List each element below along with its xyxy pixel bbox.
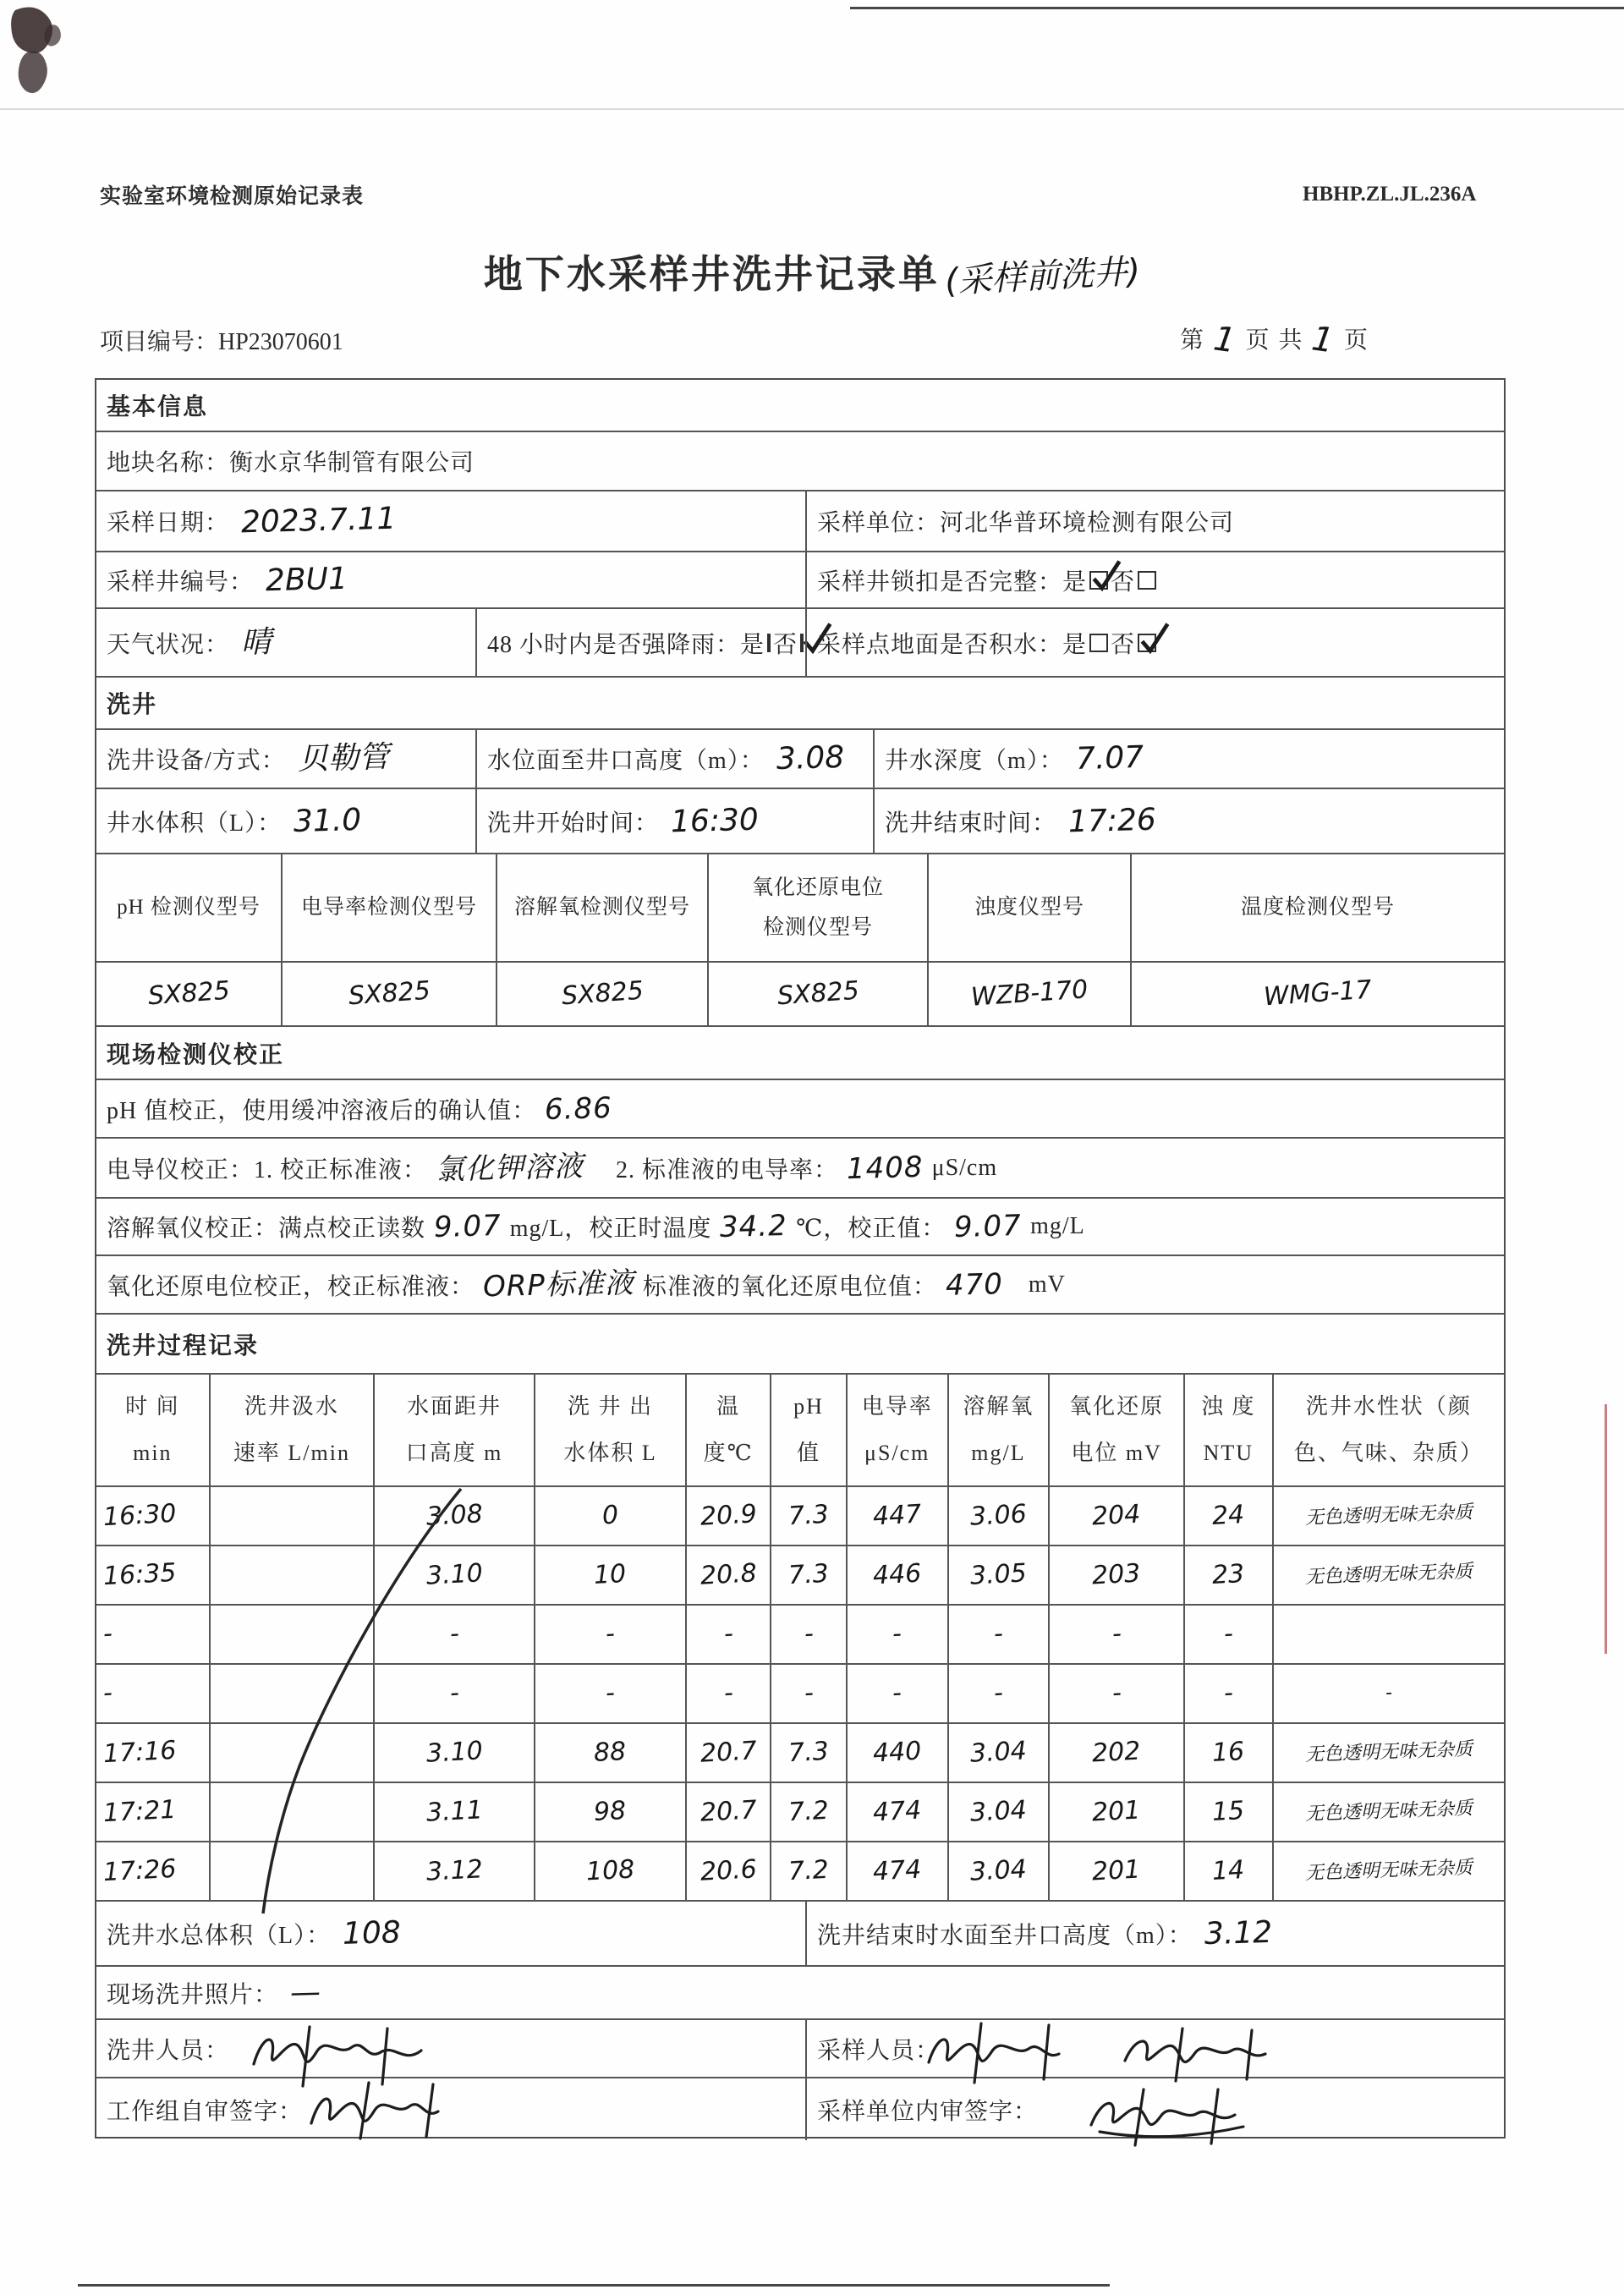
title-text: 地下水采样井洗井记录单 bbox=[483, 253, 940, 296]
row-date-org bbox=[96, 491, 1504, 552]
ph-meter-label: pH 检测仪型号 bbox=[117, 896, 261, 920]
cell-water-character: 无色透明无味无杂质 bbox=[1304, 1857, 1473, 1885]
cell-orp: 201 bbox=[1091, 1795, 1142, 1828]
cond-cal-standard: 氯化钾溶液 bbox=[435, 1149, 584, 1187]
doc-code: HBHP.ZL.JL.236A bbox=[1303, 183, 1477, 206]
cell-water-character: - bbox=[1385, 1682, 1393, 1705]
row-ph-calibration bbox=[96, 1080, 1504, 1139]
well-volume-label: 井水体积（L）： bbox=[107, 810, 283, 837]
lock-yes-label: 是 bbox=[1062, 568, 1088, 596]
cell-orp: - bbox=[1111, 1618, 1122, 1650]
do-cal-reading: 9.07 bbox=[433, 1208, 502, 1245]
ph-meter-model: SX825 bbox=[146, 975, 231, 1012]
well-id-label: 采样井编号： bbox=[107, 568, 255, 596]
do-cal-unit-1: mg/L，校正时温度 bbox=[509, 1216, 712, 1242]
cond-cal-value: 1408 bbox=[846, 1150, 924, 1186]
table-row bbox=[96, 1665, 1504, 1724]
cell-dissolved-oxygen: 3.04 bbox=[969, 1854, 1028, 1887]
scan-edge-artifact-bottom bbox=[78, 2284, 1110, 2287]
page-mid: 页 共 bbox=[1245, 327, 1304, 354]
page-title bbox=[0, 244, 1624, 302]
page-prefix: 第 bbox=[1180, 327, 1206, 354]
section-washing bbox=[96, 678, 1504, 730]
page-suffix: 页 bbox=[1343, 327, 1369, 354]
weather-label: 天气状况： bbox=[107, 631, 230, 658]
cell-water-character: 无色透明无味无杂质 bbox=[1304, 1738, 1473, 1766]
cell-turbidity: 14 bbox=[1211, 1855, 1246, 1886]
cell-orp: 202 bbox=[1091, 1736, 1142, 1769]
cell-dissolved-oxygen: - bbox=[993, 1677, 1004, 1709]
ponding-label: 采样点地面是否积水： bbox=[817, 631, 1063, 658]
rain-no-checkbox bbox=[800, 634, 804, 652]
rain-no-label: 否 bbox=[773, 631, 798, 658]
process-table-body bbox=[96, 1487, 1504, 1902]
cell-ph: 7.2 bbox=[787, 1854, 830, 1887]
end-water-level-value: 3.12 bbox=[1204, 1914, 1273, 1952]
temperature-meter-model: WMG-17 bbox=[1262, 975, 1373, 1013]
cell-turbidity: 15 bbox=[1211, 1796, 1246, 1827]
table-row bbox=[96, 1546, 1504, 1606]
cell-temperature: 20.8 bbox=[699, 1558, 758, 1591]
cell-ph: 7.3 bbox=[787, 1558, 830, 1591]
orp-cal-unit: mV bbox=[1028, 1271, 1066, 1298]
project-label: 项目编号： bbox=[100, 329, 219, 355]
weather-value: 晴 bbox=[240, 624, 272, 660]
cell-ph: 7.3 bbox=[787, 1736, 830, 1769]
cell-water-surface: 3.10 bbox=[425, 1558, 484, 1591]
conductivity-meter-model: SX825 bbox=[347, 975, 431, 1012]
washing-section-title: 洗井 bbox=[107, 692, 158, 718]
rain-yes-checkbox bbox=[767, 634, 771, 652]
turbidity-meter-label: 浊度仪型号 bbox=[974, 896, 1084, 920]
rain-yes-label: 是 bbox=[740, 631, 765, 658]
row-instrument-headers bbox=[96, 854, 1504, 963]
wash-end-label: 洗井结束时间： bbox=[885, 810, 1057, 837]
do-meter-label: 溶解氧检测仪型号 bbox=[513, 896, 690, 920]
col-water-character: 洗井水性状（颜 bbox=[1305, 1393, 1472, 1419]
row-device-level-depth bbox=[96, 730, 1504, 789]
do-cal-label-1: 溶解氧仪校正：满点校正读数 bbox=[107, 1216, 426, 1242]
col-out-volume: 洗 井 出 bbox=[568, 1393, 654, 1419]
conductivity-meter-label: 电导率检测仪型号 bbox=[300, 896, 477, 920]
cell-temperature: 20.6 bbox=[699, 1854, 758, 1887]
water-level-value: 3.08 bbox=[776, 739, 845, 777]
cell-conductivity: 474 bbox=[872, 1795, 923, 1828]
row-personnel bbox=[96, 2020, 1504, 2078]
cell-ph: - bbox=[803, 1677, 815, 1709]
cell-temperature: 20.7 bbox=[699, 1795, 758, 1828]
calibration-section-title: 现场检测仪校正 bbox=[107, 1041, 285, 1068]
check-mark-icon bbox=[1137, 622, 1169, 656]
cell-turbidity: - bbox=[1222, 1677, 1234, 1709]
page-total-handwritten: 1 bbox=[1309, 319, 1339, 361]
section-process-record bbox=[96, 1315, 1504, 1375]
cell-orp: 201 bbox=[1091, 1854, 1142, 1887]
site-label: 地块名称： bbox=[107, 450, 230, 476]
sampling-org-label: 采样单位： bbox=[817, 510, 941, 536]
do-cal-value: 9.07 bbox=[953, 1208, 1023, 1245]
ponding-yes-label: 是 bbox=[1062, 631, 1088, 658]
cell-time: 16:30 bbox=[102, 1498, 178, 1533]
col-pump-rate: 洗井汲水 bbox=[244, 1393, 339, 1419]
cell-conductivity: 446 bbox=[872, 1558, 923, 1591]
col-turbidity: 浊 度 bbox=[1201, 1393, 1256, 1419]
check-mark-icon bbox=[1089, 559, 1121, 593]
table-row bbox=[96, 1487, 1504, 1546]
cell-turbidity: - bbox=[1222, 1618, 1234, 1650]
cell-water-surface: 3.12 bbox=[425, 1854, 484, 1887]
lock-no-checkbox bbox=[1138, 571, 1156, 590]
lock-intact-label: 采样井锁扣是否完整： bbox=[817, 568, 1063, 596]
cell-water-surface: 3.10 bbox=[425, 1736, 484, 1769]
ph-cal-label: pH 值校正，使用缓冲溶液后的确认值： bbox=[107, 1097, 537, 1124]
col-time: 时 间 bbox=[125, 1393, 180, 1419]
project-value: HP23070601 bbox=[218, 329, 343, 355]
orp-meter-label: 氧化还原电位检测仪型号 bbox=[751, 876, 884, 939]
table-row bbox=[96, 1842, 1504, 1902]
row-do-calibration bbox=[96, 1199, 1504, 1256]
basic-section-title: 基本信息 bbox=[107, 394, 209, 420]
form-name: 实验室环境检测原始记录表 bbox=[100, 185, 365, 208]
col-conductivity: 电导率 bbox=[861, 1393, 933, 1419]
cell-time: 17:26 bbox=[102, 1853, 178, 1888]
cell-temperature: - bbox=[722, 1677, 734, 1709]
lock-yes-checkbox bbox=[1089, 571, 1108, 590]
scan-red-line-artifact bbox=[1605, 1404, 1607, 1654]
project-number bbox=[100, 323, 343, 357]
cond-cal-label-1: 电导仪校正：1. 校正标准液： bbox=[107, 1156, 428, 1183]
row-weather bbox=[96, 609, 1504, 678]
page-number-handwritten: 1 bbox=[1210, 319, 1240, 361]
cell-time: 17:16 bbox=[102, 1735, 178, 1770]
cell-out-volume: 0 bbox=[601, 1500, 619, 1531]
process-table-header: 时 间 min 洗井汲水 速率 L/min 水面距井 口高度 m 洗 井 出 水体积 L 温 度℃ pH 值 电导率 μS/cm 溶解氧 mg/L 氧化还原 电位 mV 浊 度 NTU 洗井水性状（颜 色、气味、杂质） bbox=[96, 1375, 1504, 1487]
cell-out-volume: 98 bbox=[593, 1796, 628, 1827]
cell-time: - bbox=[102, 1677, 113, 1709]
ponding-no-label: 否 bbox=[1111, 631, 1136, 658]
cell-dissolved-oxygen: - bbox=[993, 1618, 1004, 1650]
title-handwritten-annotation: (采样前洗井) bbox=[943, 251, 1142, 302]
cell-conductivity: 447 bbox=[872, 1499, 923, 1532]
form-table bbox=[95, 378, 1506, 2139]
scan-fold-line bbox=[0, 108, 1624, 110]
row-orp-calibration bbox=[96, 1256, 1504, 1315]
col-orp: 氧化还原 bbox=[1069, 1393, 1165, 1419]
internal-review-label: 采样单位内审签字： bbox=[817, 2098, 1039, 2125]
cell-conductivity: - bbox=[892, 1677, 903, 1709]
cell-conductivity: 474 bbox=[872, 1854, 923, 1887]
do-cal-temperature: 34.2 bbox=[719, 1208, 788, 1245]
sampling-date-value: 2023.7.11 bbox=[240, 501, 397, 541]
sampling-org-value: 河北华普环境检测有限公司 bbox=[940, 510, 1235, 536]
cell-orp: 203 bbox=[1091, 1558, 1142, 1591]
cell-out-volume: 88 bbox=[593, 1737, 628, 1768]
lock-no-label: 否 bbox=[1111, 568, 1136, 596]
cell-ph: 7.3 bbox=[787, 1499, 830, 1532]
temperature-meter-label: 温度检测仪型号 bbox=[1240, 896, 1395, 920]
cell-time: - bbox=[102, 1618, 113, 1650]
cell-water-surface: - bbox=[448, 1677, 460, 1709]
cell-water-surface: - bbox=[448, 1618, 460, 1650]
ponding-yes-checkbox bbox=[1089, 634, 1108, 652]
turbidity-meter-model: WZB-170 bbox=[969, 975, 1089, 1013]
cond-cal-label-2: 2. 标准液的电导率： bbox=[616, 1156, 839, 1183]
cell-dissolved-oxygen: 3.06 bbox=[969, 1499, 1028, 1532]
cell-ph: 7.2 bbox=[787, 1795, 830, 1828]
cell-temperature: 20.7 bbox=[699, 1736, 758, 1769]
cell-temperature: 20.9 bbox=[699, 1499, 758, 1532]
cell-water-character: 无色透明无味无杂质 bbox=[1304, 1502, 1473, 1529]
cell-dissolved-oxygen: 3.04 bbox=[969, 1736, 1028, 1769]
row-totals bbox=[96, 1902, 1504, 1967]
photo-value: — bbox=[289, 1974, 321, 2010]
do-meter-model: SX825 bbox=[560, 975, 645, 1012]
section-calibration bbox=[96, 1027, 1504, 1080]
page-info bbox=[1180, 319, 1369, 361]
device-label: 洗井设备/方式： bbox=[107, 748, 286, 774]
orp-cal-value: 470 bbox=[945, 1266, 1004, 1303]
ph-cal-value: 6.86 bbox=[544, 1090, 613, 1127]
cell-ph: - bbox=[803, 1618, 815, 1650]
wash-end-value: 17:26 bbox=[1067, 802, 1157, 839]
sampler-label: 采样人员： bbox=[817, 2037, 941, 2064]
well-depth-label: 井水深度（m）： bbox=[885, 748, 1064, 774]
orp-cal-standard: ORP标准液 bbox=[482, 1266, 635, 1304]
self-review-label: 工作组自审签字： bbox=[107, 2098, 304, 2125]
well-volume-value: 31.0 bbox=[293, 802, 362, 839]
photo-label: 现场洗井照片： bbox=[107, 1981, 279, 2008]
corner-scan-blob bbox=[11, 7, 61, 93]
row-site-name bbox=[96, 432, 1504, 491]
cell-time: 16:35 bbox=[102, 1557, 178, 1592]
cond-cal-unit: μS/cm bbox=[931, 1154, 998, 1181]
cell-dissolved-oxygen: 3.05 bbox=[969, 1558, 1028, 1591]
cell-water-character: 无色透明无味无杂质 bbox=[1304, 1798, 1473, 1826]
total-volume-label: 洗井水总体积（L）： bbox=[107, 1922, 332, 1949]
sampling-date-label: 采样日期： bbox=[107, 510, 230, 536]
table-row bbox=[96, 1606, 1504, 1665]
rain-label: 48 小时内是否强降雨： bbox=[487, 631, 741, 658]
row-instrument-values bbox=[96, 963, 1504, 1027]
cell-time: 17:21 bbox=[102, 1794, 178, 1829]
process-section-title: 洗井过程记录 bbox=[107, 1332, 260, 1359]
col-ph: pH bbox=[793, 1393, 824, 1419]
orp-meter-model: SX825 bbox=[776, 975, 860, 1012]
wash-start-label: 洗井开始时间： bbox=[487, 810, 660, 837]
cell-water-surface: 3.11 bbox=[425, 1795, 484, 1828]
site-value: 衡水京华制管有限公司 bbox=[229, 450, 475, 476]
orp-cal-label-1: 氧化还原电位校正，校正标准液： bbox=[107, 1273, 475, 1300]
row-signoff bbox=[96, 2078, 1504, 2140]
cell-conductivity: 440 bbox=[872, 1736, 923, 1769]
device-value: 贝勒管 bbox=[297, 739, 390, 777]
cell-water-surface: 3.08 bbox=[425, 1499, 484, 1532]
orp-cal-label-2: 标准液的氧化还原电位值： bbox=[642, 1273, 937, 1300]
do-cal-unit-3: mg/L bbox=[1030, 1213, 1085, 1239]
ponding-no-checkbox bbox=[1138, 634, 1156, 652]
cell-orp: - bbox=[1111, 1677, 1122, 1709]
col-temperature: 温 bbox=[716, 1393, 741, 1419]
row-conductivity-calibration bbox=[96, 1139, 1504, 1199]
table-row bbox=[96, 1783, 1504, 1842]
col-dissolved-oxygen: 溶解氧 bbox=[963, 1393, 1034, 1419]
end-water-level-label: 洗井结束时水面至井口高度（m）： bbox=[817, 1922, 1193, 1949]
table-row bbox=[96, 1724, 1504, 1783]
cell-out-volume: 108 bbox=[585, 1854, 636, 1887]
well-depth-value: 7.07 bbox=[1075, 739, 1144, 777]
cell-dissolved-oxygen: 3.04 bbox=[969, 1795, 1028, 1828]
cell-turbidity: 16 bbox=[1211, 1737, 1246, 1768]
cell-out-volume: - bbox=[605, 1677, 616, 1709]
cell-turbidity: 23 bbox=[1211, 1559, 1246, 1590]
total-volume-value: 108 bbox=[342, 1914, 402, 1952]
wash-start-value: 16:30 bbox=[670, 802, 760, 839]
row-photos bbox=[96, 1967, 1504, 2020]
washer-label: 洗井人员： bbox=[107, 2037, 230, 2064]
cell-conductivity: - bbox=[892, 1618, 903, 1650]
well-id-value: 2BU1 bbox=[265, 561, 348, 598]
cell-temperature: - bbox=[722, 1618, 734, 1650]
cell-out-volume: - bbox=[605, 1618, 616, 1650]
col-water-surface: 水面距井 bbox=[406, 1393, 502, 1419]
scan-edge-artifact-top bbox=[850, 7, 1624, 9]
row-well-lock bbox=[96, 552, 1504, 609]
cell-out-volume: 10 bbox=[593, 1559, 628, 1590]
row-volume-times bbox=[96, 789, 1504, 854]
do-cal-unit-2: ℃，校正值： bbox=[796, 1216, 946, 1242]
water-level-label: 水位面至井口高度（m）： bbox=[487, 748, 765, 774]
cell-turbidity: 24 bbox=[1211, 1500, 1246, 1531]
section-basic-info bbox=[96, 380, 1504, 432]
cell-orp: 204 bbox=[1091, 1499, 1142, 1532]
cell-water-character: 无色透明无味无杂质 bbox=[1304, 1561, 1473, 1589]
